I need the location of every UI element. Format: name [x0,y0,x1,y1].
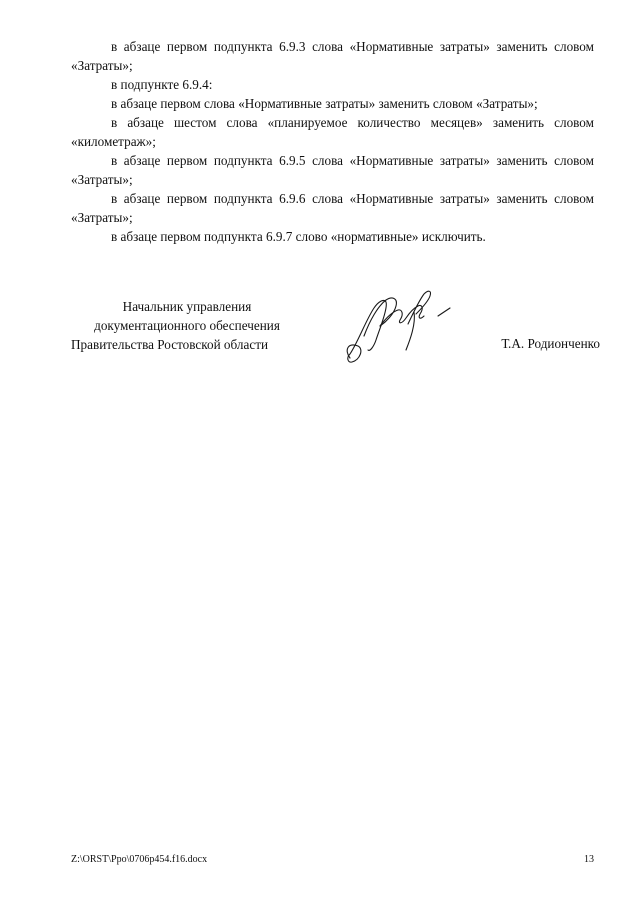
signatory-position [67,297,307,354]
footer-file-path: Z:\ORST\Ppo\0706p454.f16.docx [71,854,208,865]
amendment-list [71,37,594,246]
paragraph-6-9-7: в абзаце первом подпункта 6.9.7 слово «нормативные» исключить. [111,229,486,244]
paragraph-6-9-4-heading: в подпункте 6.9.4: [111,77,213,92]
signatory-position-line-1: Начальник управления [122,299,252,314]
footer-page-number: 13 [584,854,594,865]
paragraph-6-9-5: в абзаце первом подпункта 6.9.5 слова «Нормативные затраты» заменить словом «Затраты»; [71,153,594,187]
paragraph-6-9-4-first: в абзаце первом слова «Нормативные затраты» заменить словом «Затраты»; [111,96,538,111]
paragraph-6-9-4-sixth: в абзаце шестом слова «планируемое количество месяцев» заменить словом «километраж»; [71,115,594,149]
handwritten-signature-icon [340,280,460,375]
paragraph-6-9-3: в абзаце первом подпункта 6.9.3 слова «Нормативные затраты» заменить словом «Затраты»; [71,39,594,73]
signatory-position-line-2: документационного обеспечения [94,318,280,333]
signatory-name: Т.А. Родионченко [501,336,600,351]
signatory-position-line-3: Правительства Ростовской области [71,337,269,352]
paragraph-6-9-6: в абзаце первом подпункта 6.9.6 слова «Нормативные затраты» заменить словом «Затраты»; [71,191,594,225]
